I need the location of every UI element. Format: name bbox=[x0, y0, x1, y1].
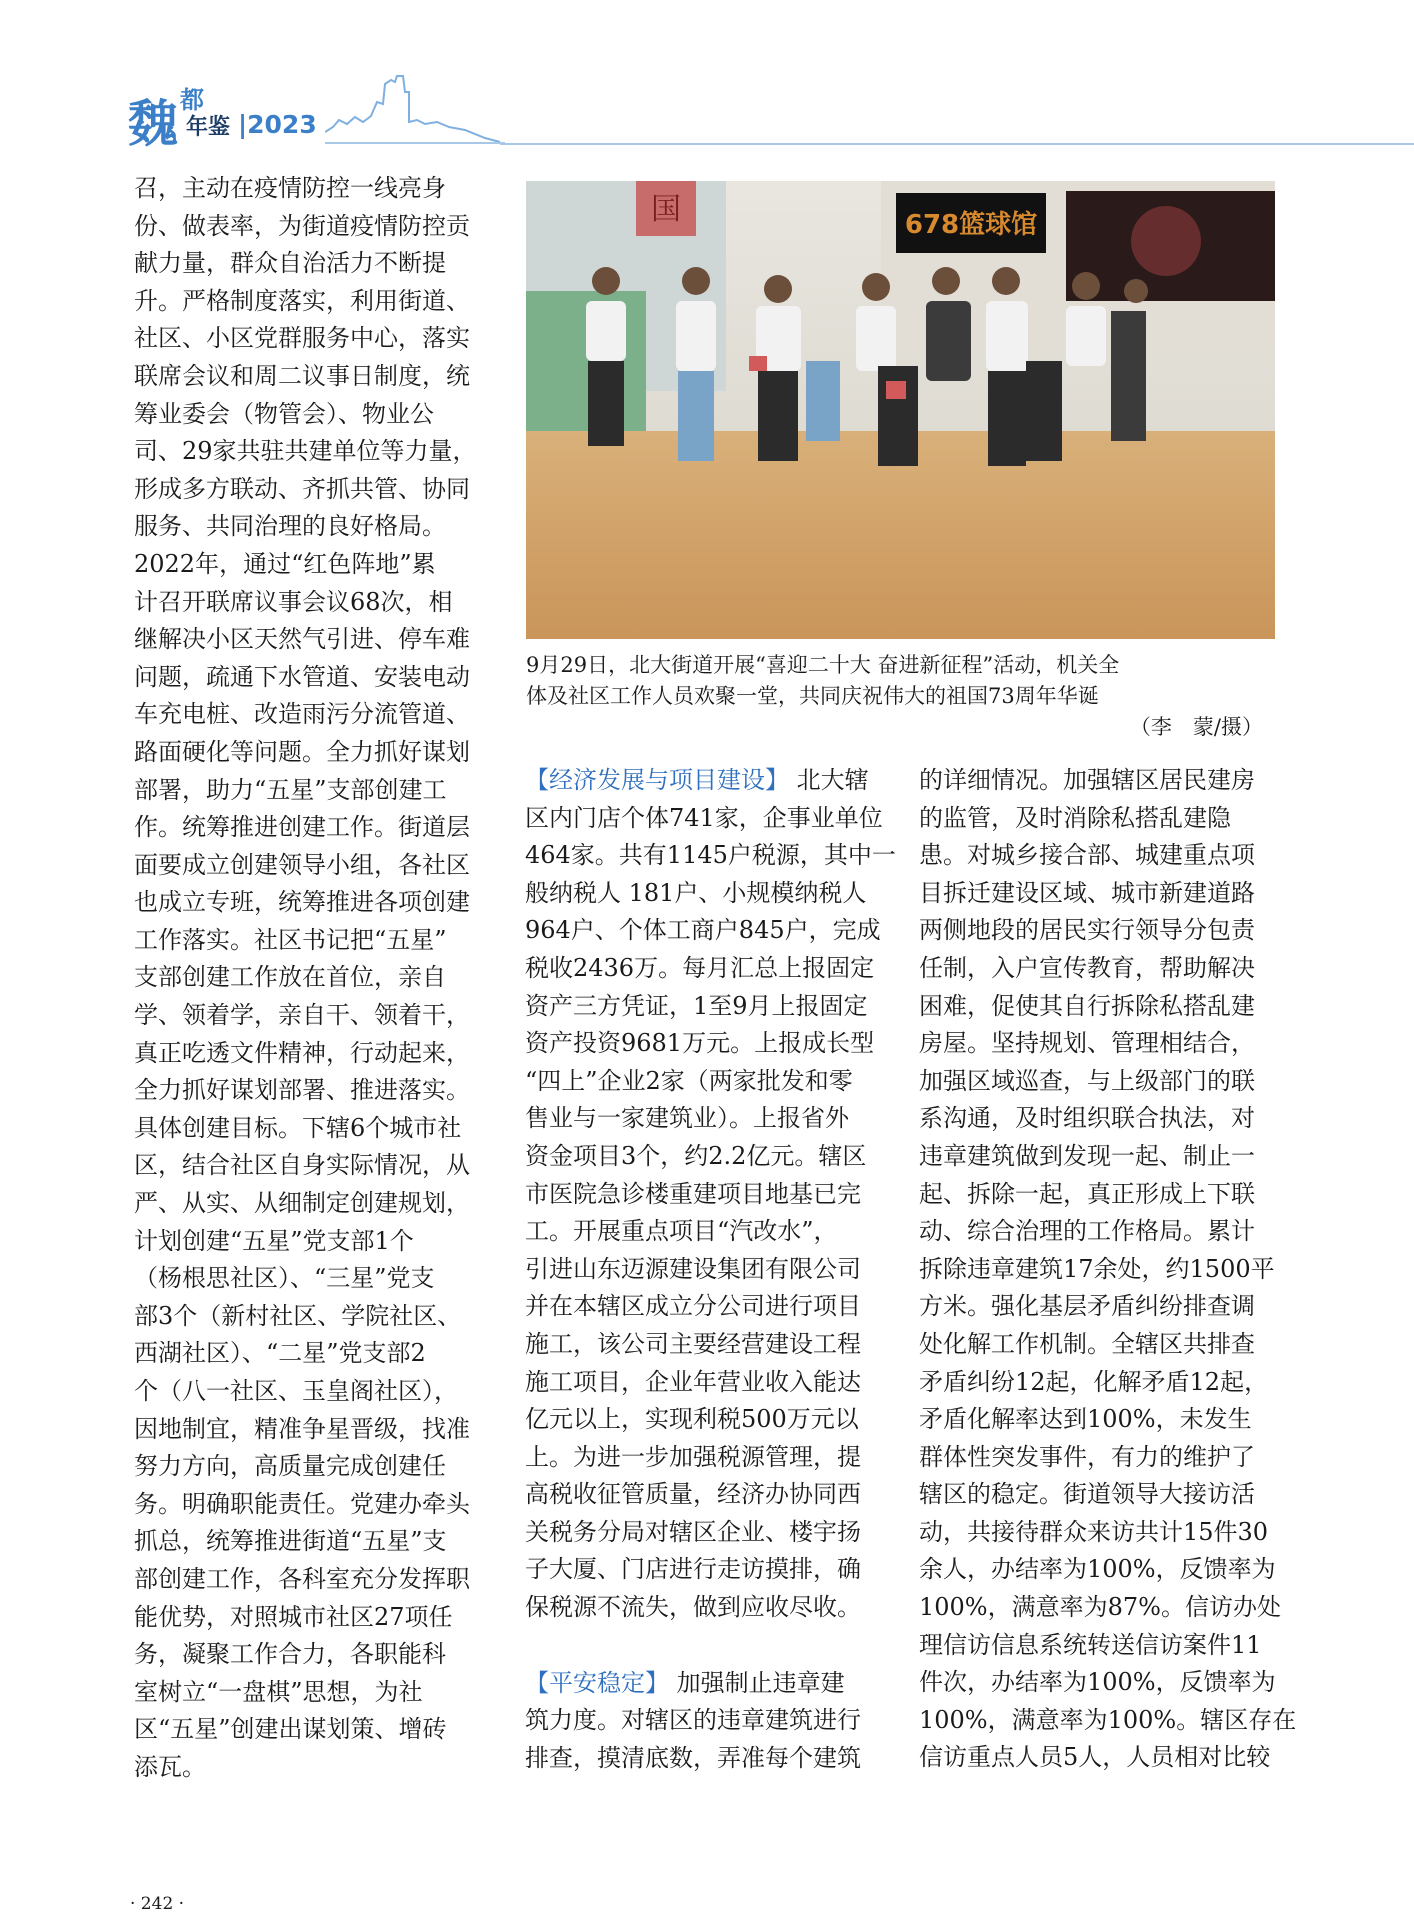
text-line: 区内门店个体741家，企事业单位 bbox=[525, 803, 883, 832]
text-line: 动、综合治理的工作格局。累计 bbox=[919, 1217, 1255, 1246]
text-line: 方米。强化基层矛盾纠纷排查调 bbox=[919, 1292, 1255, 1321]
event-photo bbox=[526, 181, 1275, 639]
logo-char-du: 都 bbox=[180, 85, 204, 114]
logo-year-number: |2023 bbox=[238, 110, 317, 139]
text-line: 车充电桩、改造雨污分流管道、 bbox=[134, 700, 470, 729]
section-line-safety bbox=[525, 1665, 882, 1703]
text-line: 信访重点人员5人，人员相对比较 bbox=[919, 1743, 1271, 1772]
text-line: 起、拆除一起，真正形成上下联 bbox=[919, 1179, 1255, 1208]
text-line: 亿元以上，实现利税500万元以 bbox=[525, 1405, 859, 1434]
caption-line-1: 9月29日，北大街道开展“喜迎二十大 奋进新征程”活动，机关全 bbox=[526, 653, 1120, 677]
text-line: 份、做表率，为街道疫情防控贡 bbox=[134, 211, 470, 240]
text-line: 筹业委会（物管会）、物业公 bbox=[134, 399, 434, 428]
text-line: 务。明确职能责任。党建办牵头 bbox=[134, 1489, 470, 1518]
text-line: 问题，疏通下水管道、安装电动 bbox=[134, 662, 470, 691]
text-line: 服务、共同治理的良好格局。 bbox=[134, 512, 446, 541]
text-line: 464家。共有1145户税源，其中一 bbox=[525, 841, 896, 870]
text-line: 真正吃透文件精神，行动起来， bbox=[134, 1038, 470, 1067]
text-line: 具体创建目标。下辖6个城市社 bbox=[134, 1113, 462, 1142]
logo-yearbook-text: 年鉴 bbox=[186, 115, 231, 140]
text-line: 资产投资9681万元。上报成长型 bbox=[525, 1029, 875, 1058]
text-line: 目拆迁建设区域、城市新建道路 bbox=[919, 878, 1255, 907]
caption-line-2: 体及社区工作人员欢聚一堂，共同庆祝伟大的祖国73周年华诞 bbox=[526, 684, 1099, 708]
text-line: 资产三方凭证，1至9月上报固定 bbox=[525, 991, 868, 1020]
text-line: 工。开展重点项目“汽改水”， bbox=[525, 1217, 838, 1246]
text-line: 支部创建工作放在首位，亲自 bbox=[134, 963, 446, 992]
text-line: 并在本辖区成立分公司进行项目 bbox=[525, 1292, 861, 1321]
text-line: 北大辖 bbox=[789, 766, 869, 794]
text-line: 售业与一家建筑业）。上报省外 bbox=[525, 1104, 849, 1133]
text-line: 加强区域巡查，与上级部门的联 bbox=[919, 1066, 1255, 1095]
text-line: 继解决小区天然气引进、停车难 bbox=[134, 625, 470, 654]
text-line: 路面硬化等问题。全力抓好谋划 bbox=[134, 737, 470, 766]
text-line: 市医院急诊楼重建项目地基已完 bbox=[525, 1179, 861, 1208]
text-line: 排查，摸清底数，弄准每个建筑 bbox=[525, 1743, 861, 1772]
text-line: 系沟通，及时组织联合执法，对 bbox=[919, 1104, 1255, 1133]
skyline-icon bbox=[325, 72, 505, 147]
text-line: 工作落实。社区书记把“五星” bbox=[134, 925, 447, 954]
text-line: 两侧地段的居民实行领导分包责 bbox=[919, 916, 1255, 945]
text-column-2 bbox=[525, 762, 896, 1777]
text-line: 添瓦。 bbox=[134, 1752, 206, 1781]
text-line: 群体性突发事件，有力的维护了 bbox=[919, 1442, 1255, 1471]
text-line: 献力量，群众自治活力不断提 bbox=[134, 249, 446, 278]
text-line: 2022年，通过“红色阵地”累 bbox=[134, 549, 436, 578]
text-line: 召，主动在疫情防控一线亮身 bbox=[134, 174, 446, 202]
text-line: 件次，办结率为100%，反馈率为 bbox=[919, 1668, 1276, 1697]
text-line: 上。为进一步加强税源管理，提 bbox=[525, 1442, 861, 1471]
text-line: 严、从实、从细制定创建规划， bbox=[134, 1189, 470, 1218]
page-number: · 242 · bbox=[130, 1894, 185, 1914]
text-line: 辖区的稳定。街道领导大接访活 bbox=[919, 1480, 1255, 1509]
text-line: 努力方向，高质量完成创建任 bbox=[134, 1452, 446, 1481]
text-line: 保税源不流失，做到应收尽收。 bbox=[525, 1593, 861, 1622]
text-line: 抓总，统筹推进街道“五星”支 bbox=[134, 1527, 447, 1556]
text-line: 困难，促使其自行拆除私搭乱建 bbox=[919, 991, 1255, 1020]
banner-text: 678篮球馆 bbox=[904, 210, 1038, 240]
paragraph-gap bbox=[525, 1627, 882, 1665]
text-line: 全力抓好谋划部署、推进落实。 bbox=[134, 1076, 470, 1105]
photo-illustration bbox=[526, 181, 1275, 639]
text-line: 区，结合社区自身实际情况，从 bbox=[134, 1151, 470, 1180]
text-line: 患。对城乡接合部、城建重点项 bbox=[919, 841, 1255, 870]
text-line: 拆除违章建筑17余处，约1500平 bbox=[919, 1254, 1275, 1283]
section-heading-economy: 【经济发展与项目建设】 bbox=[525, 766, 789, 794]
text-line: 任制，入户宣传教育，帮助解决 bbox=[919, 953, 1255, 982]
text-line: 税收2436万。每月汇总上报固定 bbox=[525, 953, 875, 982]
text-column-1 bbox=[134, 170, 490, 1787]
text-line: 关税务分局对辖区企业、楼宇扬 bbox=[525, 1517, 861, 1546]
text-line: 的监管，及时消除私搭乱建隐 bbox=[919, 803, 1231, 832]
text-line: “四上”企业2家（两家批发和零 bbox=[525, 1066, 853, 1095]
text-line: 形成多方联动、齐抓共管、协同 bbox=[134, 474, 470, 503]
text-line: 升。严格制度落实，利用街道、 bbox=[134, 286, 470, 315]
text-line: 的详细情况。加强辖区居民建房 bbox=[919, 766, 1255, 794]
text-line: 区“五星”创建出谋划策、增砖 bbox=[134, 1715, 447, 1744]
text-line: 资金项目3个，约2.2亿元。辖区 bbox=[525, 1141, 867, 1170]
text-line: 施工，该公司主要经营建设工程 bbox=[525, 1329, 861, 1358]
text-line: 能优势，对照城市社区27项任 bbox=[134, 1602, 453, 1631]
text-line: 动，共接待群众来访共计15件30 bbox=[919, 1517, 1269, 1546]
text-line: 司、29家共驻共建单位等力量， bbox=[134, 437, 477, 466]
text-line: 部3个（新村社区、学院社区、 bbox=[134, 1301, 462, 1330]
photo-caption bbox=[526, 650, 1275, 743]
text-line: 室树立“一盘棋”思想，为社 bbox=[134, 1677, 423, 1706]
header-rule bbox=[500, 143, 1414, 145]
text-line: 社区、小区党群服务中心，落实 bbox=[134, 324, 470, 353]
section-heading-safety: 【平安稳定】 bbox=[525, 1668, 669, 1697]
text-line: 处化解工作机制。全辖区共排查 bbox=[919, 1329, 1255, 1358]
text-column-3 bbox=[919, 762, 1297, 1777]
text-line: 计划创建“五星”党支部1个 bbox=[134, 1226, 414, 1255]
text-line: 西湖社区）、“二星”党支部2 bbox=[134, 1339, 426, 1368]
text-line: 学、领着学，亲自干、领着干， bbox=[134, 1001, 470, 1030]
text-line: 因地制宜，精准争星晋级，找准 bbox=[134, 1414, 470, 1443]
emblem-text: 国 bbox=[651, 192, 681, 227]
logo-char-wei: 魏 bbox=[128, 94, 176, 153]
text-line: 964户、个体工商户845户，完成 bbox=[525, 916, 881, 945]
text-line: 矛盾化解率达到100%，未发生 bbox=[919, 1405, 1252, 1434]
text-line: 加强制止违章建 bbox=[669, 1668, 845, 1697]
text-line: 联席会议和周二议事日制度，统 bbox=[134, 361, 470, 390]
text-line: 矛盾纠纷12起，化解矛盾12起， bbox=[919, 1367, 1269, 1396]
text-line: 房屋。坚持规划、管理相结合， bbox=[919, 1029, 1255, 1058]
text-line: 面要成立创建领导小组，各社区 bbox=[134, 850, 470, 879]
section-line-economy bbox=[525, 762, 882, 800]
text-line: 理信访信息系统转送信访案件11 bbox=[919, 1630, 1262, 1659]
text-line: 100%，满意率为100%。辖区存在 bbox=[919, 1705, 1297, 1734]
text-line: 作。统筹推进创建工作。街道层 bbox=[134, 813, 470, 842]
text-line: 个（八一社区、玉皇阁社区）， bbox=[134, 1377, 458, 1405]
text-line: 务，凝聚工作合力，各职能科 bbox=[134, 1640, 446, 1669]
text-line: 部创建工作，各科室充分发挥职 bbox=[134, 1564, 470, 1593]
photo-credit: （李 蒙/摄） bbox=[1129, 715, 1263, 739]
text-line: 般纳税人 181户、小规模纳税人 bbox=[525, 878, 867, 907]
text-line: 计召开联席议事会议68次，相 bbox=[134, 587, 453, 616]
text-line: 违章建筑做到发现一起、制止一 bbox=[919, 1141, 1255, 1170]
text-line: 部署，助力“五星”支部创建工 bbox=[134, 775, 447, 804]
text-line: 100%，满意率为87%。信访办处 bbox=[919, 1593, 1281, 1622]
text-line: 也成立专班，统筹推进各项创建 bbox=[134, 888, 470, 917]
text-line: 施工项目，企业年营业收入能达 bbox=[525, 1367, 861, 1396]
page-header bbox=[0, 0, 1414, 153]
text-line: 子大厦、门店进行走访摸排，确 bbox=[525, 1555, 861, 1584]
text-line: （杨根思社区）、“三星”党支 bbox=[134, 1264, 435, 1293]
text-line: 引进山东迈源建设集团有限公司 bbox=[525, 1254, 861, 1283]
text-line: 余人，办结率为100%，反馈率为 bbox=[919, 1555, 1276, 1584]
text-line: 高税收征管质量，经济办协同西 bbox=[525, 1480, 861, 1509]
text-line: 筑力度。对辖区的违章建筑进行 bbox=[525, 1706, 861, 1735]
